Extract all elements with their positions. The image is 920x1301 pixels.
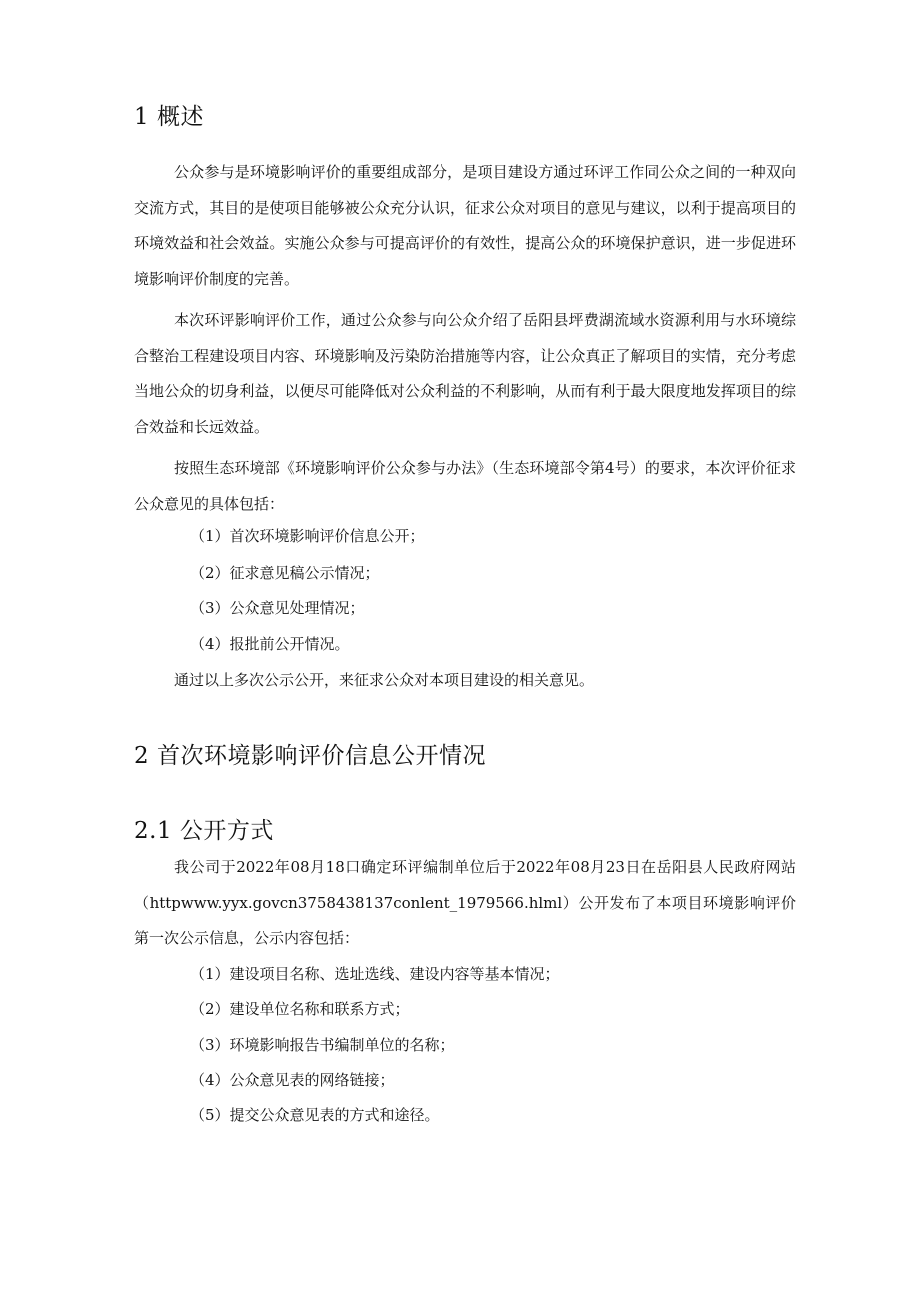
section-1-list-item: （1）首次环境影响评价信息公开；	[190, 527, 425, 545]
section-2-1-list-item: （1）建设项目名称、选址选线、建设内容等基本情况；	[190, 965, 560, 983]
section-2-1-list-item: （2）建设单位名称和联系方式；	[190, 1000, 410, 1018]
section-2-1-list-item: （3）环境影响报告书编制单位的名称；	[190, 1036, 455, 1054]
section-1-paragraph-2: 本次环评影响评价工作，通过公众参与向公众介绍了岳阳县坪费湖流域水资源利用与水环境综合整治工程建设项目内容、环境影响及污染防治措施等内容，让公众真正了解项目的实情，充分考虑当地公众的切身利益，以便尽可能降低对公众利益的不利影响，从而有利于最大限度地发挥项目的综合效益和长远效益。	[134, 311, 796, 436]
section-1-closing: 通过以上多次公示公开，来征求公众对本项目建设的相关意见。	[174, 671, 595, 689]
section-2-1-paragraph: 我公司于2022年08月18口确定环评编制单位后于2022年08月23日在岳阳县人民政府网站（httpwww.yyx.govcn3758438137conlent_1979566.hlml）公开发布了本项目环境影响评价第一次公示信息，公示内容包括：	[134, 858, 796, 947]
section-1-list-item: （2）征求意见稿公示情况；	[190, 564, 380, 582]
section-1-list-item: （4）报批前公开情况。	[190, 635, 350, 653]
section-1-paragraph-1: 公众参与是环境影响评价的重要组成部分，是项目建设方通过环评工作同公众之间的一种双向交流方式，其目的是使项目能够被公众充分认识，征求公众对项目的意见与建议，以利于提高项目的环境效益和社会效益。实施公众参与可提高评价的有效性，提高公众的环境保护意识，进一步促进环境影响评价制度的完善。	[134, 163, 796, 288]
section-1-paragraph-3: 按照生态环境部《环境影响评价公众参与办法》（生态环境部令第4号）的要求，本次评价征求公众意见的具体包括：	[134, 459, 796, 513]
section-2-1-list-item: （4）公众意见表的网络链接；	[190, 1071, 395, 1089]
section-1-list-item: （3）公众意见处理情况；	[190, 599, 365, 617]
section-2-1-heading: 2.1 公开方式	[134, 818, 274, 844]
section-2-heading: 2 首次环境影响评价信息公开情况	[134, 743, 486, 769]
section-2-1-list-item: （5）提交公众意见表的方式和途径。	[190, 1106, 440, 1124]
section-1-heading: 1 概述	[134, 104, 204, 130]
